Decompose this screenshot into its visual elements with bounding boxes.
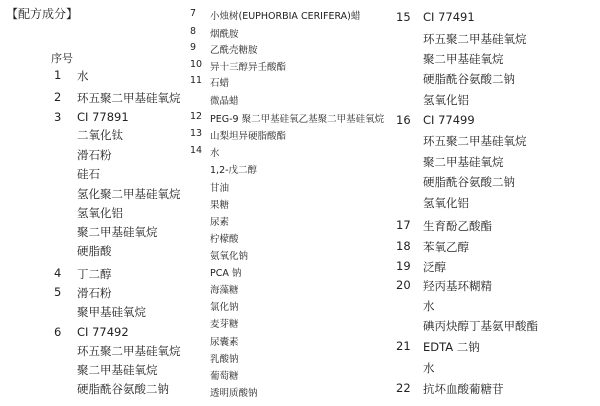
ingredient-name: 硬脂酸 [77, 244, 112, 258]
ingredient-number: 11 [190, 75, 203, 86]
ingredient-name: CI 77492 [77, 325, 129, 339]
ingredient-number: 19 [396, 259, 411, 273]
ingredient-name: 葡萄糖 [210, 371, 239, 382]
ingredient-name: 生育酚乙酸酯 [423, 219, 492, 233]
ingredient-name: 抗坏血酸葡糖苷 [423, 382, 504, 396]
ingredient-name: 丁二醇 [77, 267, 112, 281]
ingredient-name: 苯氧乙醇 [423, 240, 469, 254]
ingredient-name: 水 [210, 148, 220, 159]
ingredient-name: 环五聚二甲基硅氧烷 [423, 134, 527, 148]
ingredient-number: 9 [190, 42, 197, 53]
ingredient-number: 12 [190, 111, 203, 122]
ingredient-name: 氨氧化钠 [210, 251, 249, 262]
ingredient-name: 小烛树(EUPHORBIA CERIFERA)蜡 [210, 11, 361, 22]
ingredient-name: CI 77891 [77, 110, 129, 124]
ingredient-name: 硬脂酰谷氨酸二钠 [77, 382, 169, 396]
ingredient-name: 环五聚二甲基硅氧烷 [77, 91, 181, 105]
ingredient-number: 16 [396, 113, 411, 127]
ingredient-name: PEG-9 聚二甲基硅氧乙基聚二甲基硅氧烷 [210, 114, 385, 125]
ingredient-name: 聚甲基硅氧烷 [77, 305, 146, 319]
ingredient-number: 14 [190, 145, 203, 156]
ingredient-number: 17 [396, 218, 411, 232]
ingredient-name: 环五聚二甲基硅氧烷 [77, 344, 181, 358]
ingredient-number: 15 [396, 10, 411, 24]
ingredient-name: 氢氧化铝 [423, 196, 469, 210]
ingredient-name: 氯化钠 [210, 302, 239, 313]
ingredient-name: 泛醇 [423, 260, 446, 274]
ingredient-name: 水 [423, 361, 435, 375]
ingredient-name: 山梨坦异硬脂酸酯 [210, 131, 287, 142]
ingredient-name: CI 77491 [423, 10, 475, 24]
ingredient-name: 氢氧化铝 [423, 93, 469, 107]
ingredient-name: 环五聚二甲基硅氧烷 [423, 32, 527, 46]
ingredient-number: 2 [54, 90, 62, 104]
ingredient-name: 氢氧化铝 [77, 206, 123, 220]
ingredient-name: 聚二甲基硅氧烷 [423, 155, 504, 169]
ingredient-name: 异十三醇异壬酸酯 [210, 62, 287, 73]
ingredient-name: 硬脂酰谷氨酸二钠 [423, 175, 515, 189]
ingredient-number: 8 [190, 26, 197, 37]
ingredient-number: 10 [190, 59, 203, 70]
ingredient-name: 水 [423, 299, 435, 313]
ingredient-name: CI 77499 [423, 113, 475, 127]
ingredient-name: 微晶蜡 [210, 96, 239, 107]
ingredient-name: 尿素 [210, 217, 230, 228]
ingredient-name: 聚二甲基硅氧烷 [423, 52, 504, 66]
ingredient-name: 硅石 [77, 167, 100, 181]
ingredient-number: 22 [396, 381, 411, 395]
ingredient-name: 乳酸钠 [210, 354, 239, 365]
ingredient-number: 21 [396, 339, 411, 353]
ingredient-name: 氢化聚二甲基硅氧烷 [77, 187, 181, 201]
ingredient-number: 1 [54, 68, 62, 82]
ingredient-number: 20 [396, 278, 411, 292]
ingredient-name: 石蜡 [210, 78, 230, 89]
ingredient-name: 1,2-戊二醇 [210, 165, 258, 176]
ingredient-name: 滑石粉 [77, 286, 112, 300]
ingredient-name: 硬脂酰谷氨酸二钠 [423, 72, 515, 86]
ingredient-name: 果糖 [210, 200, 230, 211]
ingredient-name: 聚二甲基硅氧烷 [77, 363, 158, 377]
ingredient-name: 滑石粉 [77, 148, 112, 162]
ingredient-name: 尿囊素 [210, 337, 239, 348]
ingredient-number: 4 [54, 266, 62, 280]
ingredient-name: 透明质酸钠 [210, 388, 258, 399]
ingredient-number: 6 [54, 325, 62, 339]
ingredient-name: 聚二甲基硅氧烷 [77, 225, 158, 239]
sequence-header: 序号 [51, 52, 73, 65]
ingredient-name: 乙酰壳糖胺 [210, 45, 258, 56]
ingredient-number: 7 [190, 8, 197, 19]
ingredient-name: PCA 钠 [210, 268, 242, 279]
ingredient-name: 甘油 [210, 183, 230, 194]
ingredient-name: 柠檬酸 [210, 234, 239, 245]
ingredient-name: 碘丙炔醇丁基氨甲酸酯 [423, 319, 538, 333]
ingredient-number: 3 [54, 110, 62, 124]
ingredient-name: EDTA 二钠 [423, 340, 480, 354]
ingredient-number: 13 [190, 128, 203, 139]
ingredient-name: 水 [77, 69, 89, 83]
ingredient-name: 麦芽糖 [210, 319, 239, 330]
ingredient-name: 二氧化钛 [77, 128, 123, 142]
ingredient-number: 5 [54, 285, 62, 299]
ingredient-name: 海藻糖 [210, 285, 239, 296]
ingredients-heading: 【配方成分】 [6, 7, 79, 21]
ingredient-number: 18 [396, 239, 411, 253]
ingredient-name: 烟酰胺 [210, 29, 239, 40]
ingredient-name: 羟丙基环糊精 [423, 279, 492, 293]
